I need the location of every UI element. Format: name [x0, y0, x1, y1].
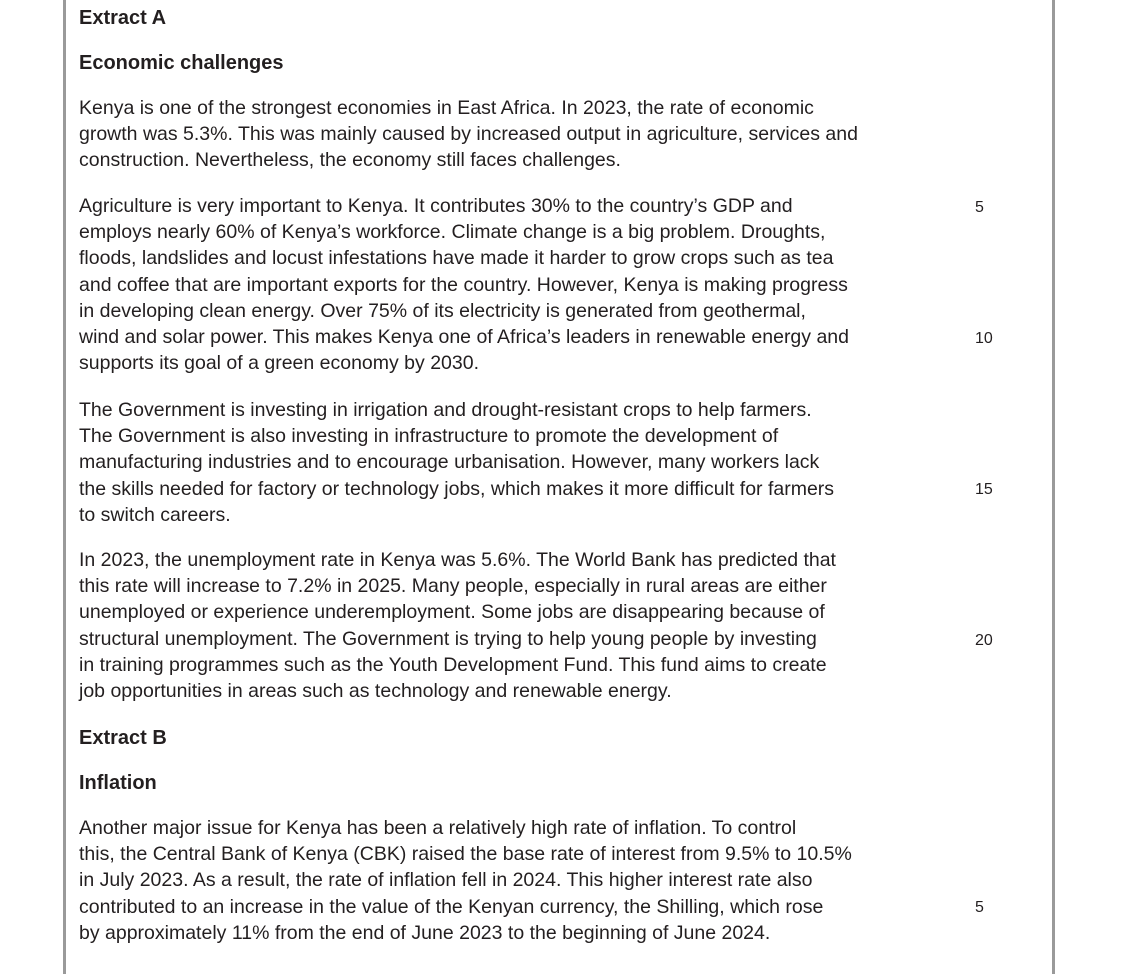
text-line: to switch careers.: [79, 503, 231, 526]
text-line: by approximately 11% from the end of June 2023 to the beginning of June 2024.: [79, 921, 771, 944]
line-number-20: 20: [975, 632, 993, 649]
text-line: Kenya is one of the strongest economies in East Africa. In 2023, the rate of economic: [79, 97, 814, 119]
text-line: in July 2023. As a result, the rate of inflation fell in 2024. This higher interest rate also: [79, 869, 813, 892]
text-line: unemployed or experience underemployment. Some jobs are disappearing because of: [79, 601, 825, 624]
line-number-15: 15: [975, 481, 993, 498]
text-line: in training programmes such as the Youth Development Fund. This fund aims to create: [79, 653, 827, 676]
line-number-10: 10: [975, 330, 993, 347]
line-number-5: 5: [975, 899, 984, 916]
text-line: job opportunities in areas such as technology and renewable energy.: [79, 680, 672, 703]
text-line: the skills needed for factory or technology jobs, which makes it more difficult for farmers: [79, 477, 835, 500]
text-line: The Government is also investing in infrastructure to promote the development of: [79, 425, 779, 448]
text-line: floods, landslides and locust infestations have made it harder to grow crops such as tea: [79, 247, 834, 270]
extract-b-paragraph-1: [79, 815, 959, 946]
extract-a-title: Economic challenges: [79, 52, 284, 74]
line-number-5: 5: [975, 199, 984, 216]
extract-a-paragraph-2: [79, 193, 959, 376]
text-line: The Government is investing in irrigation and drought-resistant crops to help farmers.: [79, 399, 812, 421]
text-line: employs nearly 60% of Kenya’s workforce. Climate change is a big problem. Droughts,: [79, 221, 826, 244]
text-line: manufacturing industries and to encourage urbanisation. However, many workers lack: [79, 451, 820, 474]
text-line: contributed to an increase in the value of the Kenyan currency, the Shilling, which rose: [79, 895, 824, 918]
extract-a-paragraph-1: [79, 95, 959, 174]
text-line: wind and solar power. This makes Kenya one of Africa’s leaders in renewable energy and: [79, 326, 849, 349]
text-line: construction. Nevertheless, the economy still faces challenges.: [79, 149, 621, 172]
extract-b-label: Extract B: [79, 727, 167, 749]
left-margin-rule: [63, 0, 66, 974]
text-line: supports its goal of a green economy by 2030.: [79, 352, 479, 375]
text-line: in developing clean energy. Over 75% of its electricity is generated from geothermal,: [79, 299, 806, 322]
right-margin-rule: [1052, 0, 1055, 974]
text-line: this, the Central Bank of Kenya (CBK) raised the base rate of interest from 9.5% to 10.5%: [79, 843, 852, 866]
text-line: growth was 5.3%. This was mainly caused by increased output in agriculture, services and: [79, 123, 858, 146]
text-line: In 2023, the unemployment rate in Kenya was 5.6%. The World Bank has predicted that: [79, 549, 836, 571]
text-line: this rate will increase to 7.2% in 2025. Many people, especially in rural areas are either: [79, 575, 827, 598]
extract-a-paragraph-3: [79, 397, 959, 528]
text-line: Agriculture is very important to Kenya. It contributes 30% to the country’s GDP and: [79, 195, 793, 217]
text-line: and coffee that are important exports for the country. However, Kenya is making progress: [79, 273, 848, 296]
text-line: structural unemployment. The Government is trying to help young people by investing: [79, 627, 817, 650]
text-line: Another major issue for Kenya has been a relatively high rate of inflation. To control: [79, 817, 797, 839]
extract-b-title: Inflation: [79, 772, 157, 794]
extract-a-label: Extract A: [79, 7, 167, 29]
extract-a-paragraph-4: [79, 547, 959, 704]
